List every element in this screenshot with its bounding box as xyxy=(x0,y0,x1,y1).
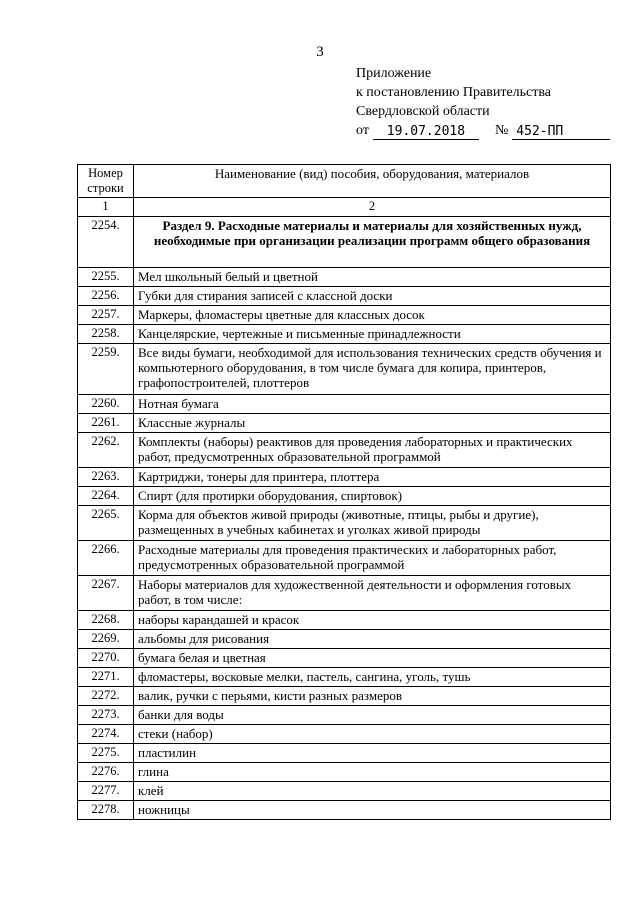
resolution-reference: к постановлению Правительства xyxy=(356,85,552,100)
table-row xyxy=(78,801,611,820)
table-row xyxy=(78,287,611,306)
table-row xyxy=(78,344,611,395)
number-prefix: № xyxy=(494,123,509,138)
header-item-name: Наименование (вид) пособия, оборудования, материалов xyxy=(134,165,611,198)
row-number: 2274. xyxy=(78,725,134,744)
item-name: Корма для объектов живой природы (животные, птицы, рыбы и другие), размещенных в учебных кабинетах и уголках живой природы xyxy=(134,506,611,541)
item-name: Наборы материалов для художественной деятельности и оформления готовых работ, в том числе: xyxy=(134,576,611,611)
section-title: Раздел 9. Расходные материалы и материалы для хозяйственных нужд, необходимые при организации реализации программ общего образования xyxy=(134,217,611,268)
table-row xyxy=(78,325,611,344)
row-number: 2271. xyxy=(78,668,134,687)
table-row xyxy=(78,541,611,576)
date-prefix: от xyxy=(356,123,369,138)
row-number: 2275. xyxy=(78,744,134,763)
item-name: стеки (набор) xyxy=(134,725,611,744)
table-header-row xyxy=(78,165,611,198)
item-name: валик, ручки с перьями, кисти разных размеров xyxy=(134,687,611,706)
table-row xyxy=(78,414,611,433)
table-row xyxy=(78,217,611,268)
item-name: альбомы для рисования xyxy=(134,630,611,649)
table-row xyxy=(78,576,611,611)
table-row xyxy=(78,763,611,782)
table-row xyxy=(78,306,611,325)
table-row xyxy=(78,433,611,468)
row-number: 2260. xyxy=(78,395,134,414)
row-number: 2263. xyxy=(78,468,134,487)
item-name: Мел школьный белый и цветной xyxy=(134,268,611,287)
order-date: 19.07.2018 xyxy=(373,124,479,140)
page-number: 3 xyxy=(316,44,324,60)
item-name: Спирт (для протирки оборудования, спиртовок) xyxy=(134,487,611,506)
table-row xyxy=(78,611,611,630)
column-index-2: 2 xyxy=(134,198,611,217)
appendix-title: Приложение xyxy=(356,66,432,81)
region-name: Свердловской области xyxy=(356,104,490,119)
table-row xyxy=(78,630,611,649)
table-row xyxy=(78,706,611,725)
table-row xyxy=(78,782,611,801)
materials-table xyxy=(77,164,611,820)
item-name: Все виды бумаги, необходимой для использования технических средств обучения и компьютерного оборудования, в том числе бумага для копира, принтеров, графопостроителей, плоттеров xyxy=(134,344,611,395)
row-number: 2270. xyxy=(78,649,134,668)
row-number: 2264. xyxy=(78,487,134,506)
item-name: фломастеры, восковые мелки, пастель, сангина, уголь, тушь xyxy=(134,668,611,687)
table-row xyxy=(78,487,611,506)
order-date-number xyxy=(356,121,616,140)
row-number: 2276. xyxy=(78,763,134,782)
column-index-row xyxy=(78,198,611,217)
row-number: 2269. xyxy=(78,630,134,649)
item-name: Классные журналы xyxy=(134,414,611,433)
row-number: 2258. xyxy=(78,325,134,344)
row-number: 2256. xyxy=(78,287,134,306)
item-name: клей xyxy=(134,782,611,801)
table-row xyxy=(78,744,611,763)
row-number: 2267. xyxy=(78,576,134,611)
row-number: 2254. xyxy=(78,217,134,268)
appendix-header xyxy=(356,64,616,140)
row-number: 2268. xyxy=(78,611,134,630)
row-number: 2273. xyxy=(78,706,134,725)
row-number: 2255. xyxy=(78,268,134,287)
row-number: 2261. xyxy=(78,414,134,433)
item-name: Расходные материалы для проведения практических и лабораторных работ, предусмотренных образовательной программой xyxy=(134,541,611,576)
item-name: Нотная бумага xyxy=(134,395,611,414)
row-number: 2278. xyxy=(78,801,134,820)
item-name: Картриджи, тонеры для принтера, плоттера xyxy=(134,468,611,487)
row-number: 2265. xyxy=(78,506,134,541)
table-row xyxy=(78,468,611,487)
table-row xyxy=(78,506,611,541)
item-name: банки для воды xyxy=(134,706,611,725)
table-row xyxy=(78,649,611,668)
row-number: 2257. xyxy=(78,306,134,325)
row-number: 2272. xyxy=(78,687,134,706)
item-name: Губки для стирания записей с классной доски xyxy=(134,287,611,306)
item-name: Комплекты (наборы) реактивов для проведения лабораторных и практических работ, предусмотренных образовательной программой xyxy=(134,433,611,468)
table-row xyxy=(78,687,611,706)
row-number: 2262. xyxy=(78,433,134,468)
order-number: 452-ПП xyxy=(512,124,610,140)
table-row xyxy=(78,668,611,687)
row-number: 2259. xyxy=(78,344,134,395)
item-name: ножницы xyxy=(134,801,611,820)
table-row xyxy=(78,725,611,744)
item-name: Канцелярские, чертежные и письменные принадлежности xyxy=(134,325,611,344)
item-name: бумага белая и цветная xyxy=(134,649,611,668)
table-row xyxy=(78,268,611,287)
item-name: глина xyxy=(134,763,611,782)
header-row-number: Номер строки xyxy=(78,165,134,198)
column-index-1: 1 xyxy=(78,198,134,217)
table-row xyxy=(78,395,611,414)
item-name: пластилин xyxy=(134,744,611,763)
item-name: Маркеры, фломастеры цветные для классных досок xyxy=(134,306,611,325)
row-number: 2277. xyxy=(78,782,134,801)
item-name: наборы карандашей и красок xyxy=(134,611,611,630)
row-number: 2266. xyxy=(78,541,134,576)
